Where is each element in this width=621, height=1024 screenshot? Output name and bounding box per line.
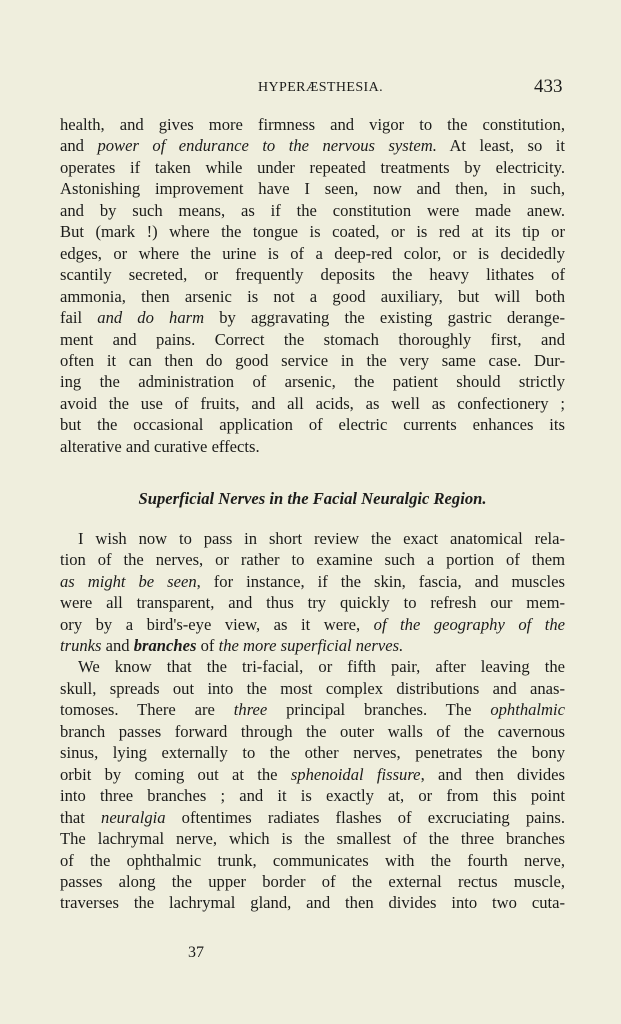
text-line: [60, 807, 565, 828]
text-run: that: [60, 807, 102, 827]
text-run: and: [101, 635, 134, 655]
text-line: [60, 135, 565, 156]
running-header: [0, 76, 621, 100]
body-text: [60, 114, 565, 914]
text-line: [60, 243, 565, 264]
text-run: ment and pains. Correct the stomach thoroughly first, and: [60, 329, 565, 349]
italic-run: as might be seen: [60, 571, 197, 591]
signature-mark: 37: [188, 944, 204, 961]
text-run: operates if taken while under repeated treatments by electricity.: [60, 157, 565, 177]
text-run: into three branches ; and it is exactly at, or from this point: [60, 786, 565, 806]
text-line: [60, 764, 565, 785]
bold-italic-run: branches: [133, 635, 197, 655]
text-run: , for instance, if the skin, fascia, and muscles: [196, 571, 565, 591]
text-run: health, and gives more firmness and vigor to the constitution,: [60, 115, 565, 134]
section-heading: Superficial Nerves in the Facial Neuralgic Region.: [138, 489, 487, 509]
text-line: [60, 721, 565, 742]
text-line: [60, 371, 565, 392]
text-run: principal branches. The: [267, 700, 491, 720]
text-line: [60, 892, 565, 913]
text-run: At least, so it: [436, 136, 566, 156]
text-run: orbit by coming out at the: [60, 764, 291, 784]
text-line: [60, 414, 565, 435]
italic-run: sphenoidal fissure: [290, 764, 421, 784]
text-run: were all transparent, and thus try quickly to refresh our mem-: [60, 593, 565, 613]
text-run: scantily secreted, or frequently deposits the heavy lithates of: [60, 265, 565, 285]
page-number: 433: [534, 76, 563, 97]
paragraph-arsenic-treatment: [60, 114, 565, 457]
text-line: [60, 614, 565, 635]
text-run: by aggravating the existing gastric derange-: [204, 308, 565, 328]
italic-run: and do harm: [97, 308, 205, 328]
text-run: tomoses. There are: [60, 700, 234, 720]
text-line: [60, 286, 565, 307]
text-line: [60, 393, 565, 414]
text-line: [60, 114, 565, 135]
text-run: of the ophthalmic trunk, communicates with the fourth nerve,: [60, 850, 565, 870]
text-line: [60, 329, 565, 350]
text-run: but the occasional application of electric currents enhances its: [60, 415, 565, 435]
text-run: ing the administration of arsenic, the patient should strictly: [60, 372, 565, 392]
text-run: branch passes forward through the outer walls of the cavernous: [60, 721, 565, 741]
italic-run: power of endurance to the nervous system.: [97, 136, 437, 156]
text-run: of: [196, 635, 219, 655]
text-line: [60, 785, 565, 806]
text-line: [60, 157, 565, 178]
text-run: tion of the nerves, or rather to examine such a portion of them: [60, 550, 565, 570]
text-line: [60, 592, 565, 613]
text-run: skull, spreads out into the most complex distributions and anas-: [60, 678, 565, 698]
text-line: [60, 221, 565, 242]
text-run: passes along the upper border of the external rectus muscle,: [60, 871, 565, 891]
text-line: [60, 699, 565, 720]
italic-run: the more superficial nerves.: [218, 635, 404, 655]
text-run: avoid the use of fruits, and all acids, as well as confectionery ;: [60, 393, 565, 413]
text-run: But (mark !) where the tongue is coated, or is red at its tip or: [60, 222, 565, 242]
text-run: and by such means, as if the constitution were made anew.: [60, 200, 565, 220]
text-line: [60, 850, 565, 871]
text-line: [60, 436, 565, 457]
text-run: edges, or where the urine is of a deep-red color, or is decidedly: [60, 243, 565, 263]
text-run: I wish now to pass in short review the exact anatomical rela-: [78, 528, 565, 548]
text-line: [60, 656, 565, 677]
text-run: traverses the lachrymal gland, and then divides into two cuta-: [60, 893, 565, 913]
text-line: [60, 742, 565, 763]
text-run: sinus, lying externally to the other nerves, penetrates the bony: [60, 743, 565, 763]
text-line: [60, 178, 565, 199]
text-run: The lachrymal nerve, which is the smallest of the three branches: [60, 829, 565, 849]
italic-run: neuralgia: [101, 807, 166, 827]
paragraph-anatomical-review: [60, 528, 565, 657]
text-line: [60, 871, 565, 892]
text-line: [60, 571, 565, 592]
text-line: [60, 307, 565, 328]
italic-run: three: [233, 700, 268, 720]
text-line: [60, 549, 565, 570]
text-run: fail: [60, 308, 98, 328]
italic-run: trunks: [60, 635, 102, 655]
text-run: and: [60, 136, 98, 156]
text-run: We know that the tri-facial, or fifth pair, after leaving the: [78, 657, 565, 677]
italic-run: ophthalmic: [490, 700, 565, 720]
text-line: [60, 828, 565, 849]
text-run: , and then divides: [420, 764, 565, 784]
text-run: ory by a bird's-eye view, as it were,: [60, 614, 374, 634]
text-run: alterative and curative effects.: [60, 436, 260, 456]
text-line: [60, 635, 565, 656]
text-line: [60, 528, 565, 549]
paragraph-tri-facial-nerve: [60, 656, 565, 913]
text-run: Astonishing improvement have I seen, now and then, in such,: [60, 179, 565, 199]
text-line: [60, 350, 565, 371]
text-line: [60, 678, 565, 699]
text-line: [60, 200, 565, 221]
text-line: [60, 264, 565, 285]
text-run: oftentimes radiates flashes of excruciating pains.: [165, 807, 565, 827]
text-run: ammonia, then arsenic is not a good auxiliary, but will both: [60, 286, 565, 306]
italic-run: of the geography of the: [373, 614, 565, 634]
text-run: often it can then do good service in the very same case. Dur-: [60, 350, 565, 370]
running-title: HYPERÆSTHESIA.: [258, 80, 384, 95]
